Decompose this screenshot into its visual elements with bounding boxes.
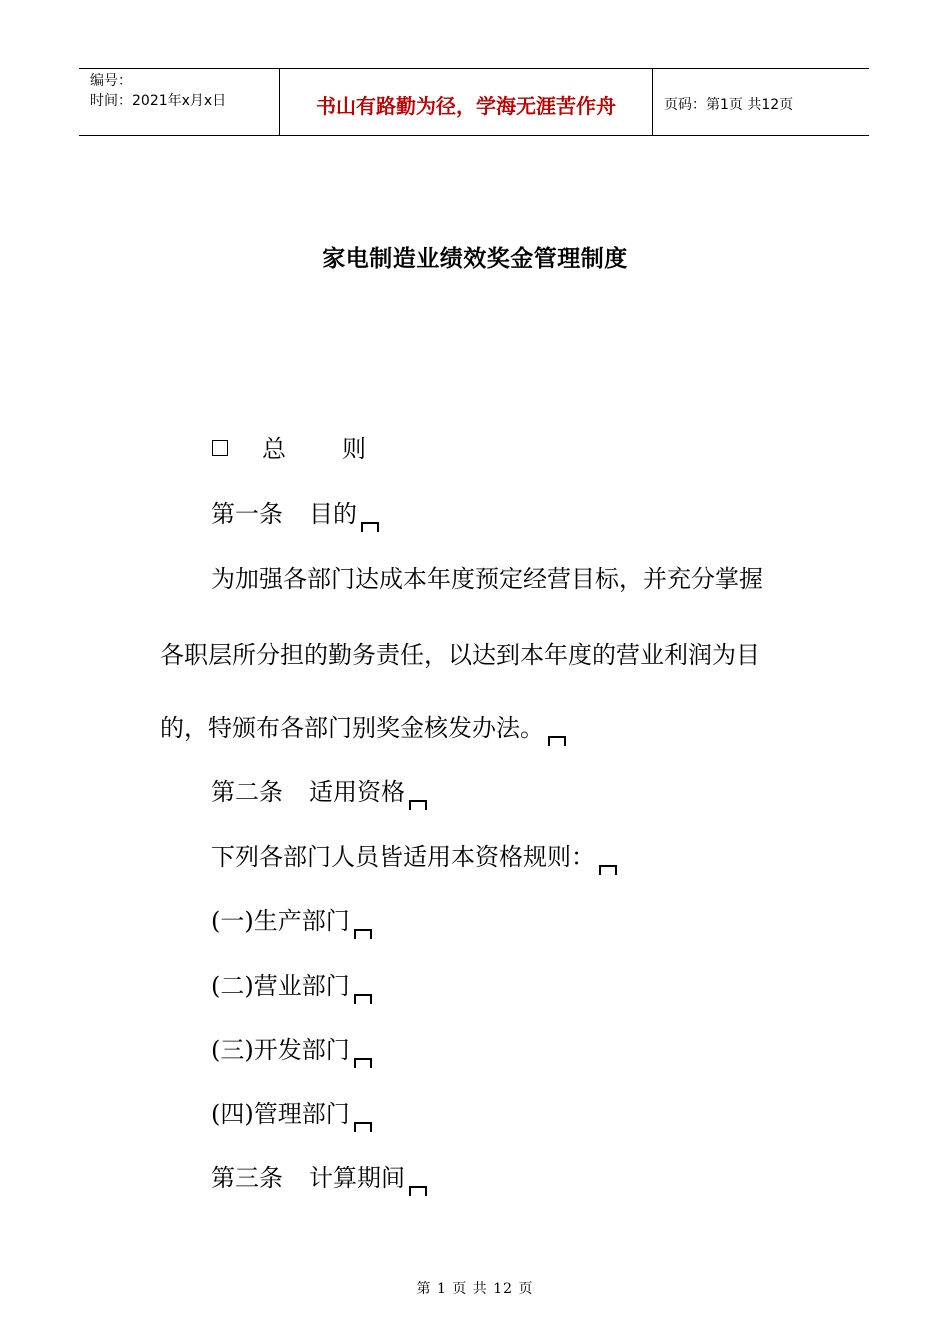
paragraph-mark-icon: [354, 929, 372, 939]
header-number-label: 编号：: [90, 73, 132, 89]
checkbox-icon: [212, 440, 228, 456]
paragraph-mark-icon: [548, 736, 566, 746]
list-item-text: (三)开发部门: [211, 1036, 350, 1064]
list-item: [211, 1099, 372, 1132]
article-3-title: 计算期间: [309, 1164, 405, 1192]
paragraph-2: [211, 842, 617, 875]
section-char-2: 则: [342, 435, 366, 463]
paragraph-mark-icon: [361, 522, 379, 532]
article-1-title: 目的: [309, 500, 357, 528]
article-3-heading: [211, 1163, 427, 1196]
paragraph-mark-icon: [354, 994, 372, 1004]
article-2-heading: [211, 777, 427, 810]
page-footer: 第 1 页 共 12 页: [416, 1281, 534, 1297]
paragraph-1-line-2: 各职层所分担的勤务责任，以达到本年度的营业利润为目: [160, 641, 760, 669]
document-header: [79, 68, 869, 136]
paragraph-1-line-3-text: 的，特颁布各部门别奖金核发办法。: [160, 714, 544, 742]
article-3-label: 第三条: [211, 1164, 283, 1192]
header-page-info: 页码：第1页 共12页: [664, 97, 794, 113]
list-item: [211, 906, 372, 939]
paragraph-2-text: 下列各部门人员皆适用本资格规则：: [211, 843, 595, 871]
list-item-text: (二)营业部门: [211, 972, 350, 1000]
paragraph-mark-icon: [409, 800, 427, 810]
article-1-heading: [211, 499, 379, 532]
paragraph-mark-icon: [354, 1122, 372, 1132]
list-item-text: (四)管理部门: [211, 1100, 350, 1128]
section-char-1: 总: [262, 435, 286, 463]
list-item: [211, 971, 372, 1004]
paragraph-mark-icon: [354, 1058, 372, 1068]
document-title: 家电制造业绩效奖金管理制度: [322, 246, 628, 272]
paragraph-1-line-3: [160, 713, 566, 746]
header-motto: 书山有路勤为径，学海无涯苦作舟: [279, 69, 653, 135]
paragraph-mark-icon: [409, 1186, 427, 1196]
article-1-label: 第一条: [211, 500, 283, 528]
list-item-text: (一)生产部门: [211, 907, 350, 935]
paragraph-mark-icon: [599, 865, 617, 875]
article-2-label: 第二条: [211, 778, 283, 806]
header-meta: [79, 69, 279, 135]
list-item: [211, 1035, 372, 1068]
section-heading: [212, 434, 366, 464]
article-2-title: 适用资格: [309, 778, 405, 806]
paragraph-1-line-1: 为加强各部门达成本年度预定经营目标，并充分掌握: [211, 565, 763, 593]
header-time-label: 时间：2021年x月x日: [90, 93, 227, 109]
